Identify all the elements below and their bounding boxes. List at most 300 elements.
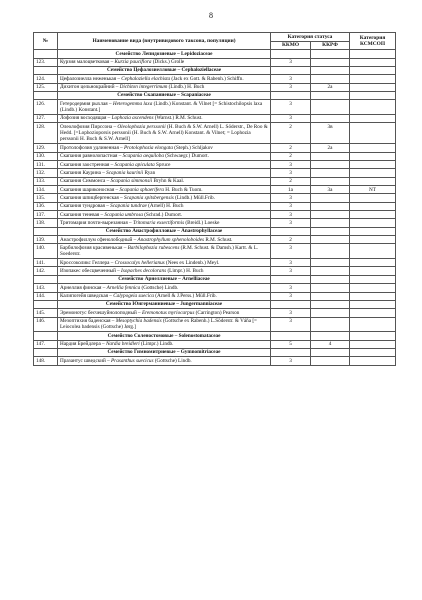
table-row	[34, 75, 396, 83]
kkmo-cell	[271, 300, 311, 308]
species-russian-name: Протолофозия удлиненная –	[60, 144, 125, 151]
species-russian-name: Олеолофозия Пирссона –	[60, 123, 118, 130]
species-name-cell	[58, 123, 271, 144]
kkmo-value: 2	[271, 152, 311, 160]
ksop-value	[350, 75, 396, 83]
species-russian-name: Скапания тундровая –	[60, 203, 111, 210]
row-number: 130.	[34, 152, 58, 160]
kkrf-cell	[311, 91, 350, 99]
species-author: (Lindb.) Müll.Frib.	[173, 194, 215, 201]
species-name-cell	[58, 267, 271, 275]
kkrf-value: 4	[311, 340, 350, 348]
kkmo-cell	[271, 91, 311, 99]
row-number: 143.	[34, 284, 58, 292]
row-number: 136.	[34, 202, 58, 210]
header-row	[34, 33, 396, 42]
species-russian-name: Скапания Каурина –	[60, 169, 107, 176]
kkmo-cell	[271, 275, 311, 283]
species-author: (Steph.) Schljakov	[172, 144, 213, 151]
species-russian-name: Скапания шариконосная –	[60, 186, 120, 193]
kkrf-value	[311, 267, 350, 275]
ksop-value	[350, 309, 396, 317]
species-russian-name: Лофозия восходящая –	[60, 115, 112, 122]
kkrf-cell	[311, 50, 350, 58]
table-row	[34, 309, 396, 317]
kkmo-value: 3	[271, 161, 311, 169]
species-latin-name: Scapania kaurinii	[106, 169, 144, 176]
species-latin-name: Scapania simmonsii	[110, 178, 153, 185]
species-russian-name: Курзия малоцветковая –	[60, 59, 115, 66]
species-name-cell	[58, 211, 271, 219]
family-row	[34, 50, 396, 58]
species-name-cell	[58, 292, 271, 300]
family-row	[34, 300, 396, 308]
row-num-cell	[34, 66, 58, 74]
ksop-value	[350, 340, 396, 348]
table-row	[34, 259, 396, 267]
species-name-cell	[58, 58, 271, 66]
ksop-value	[350, 219, 396, 227]
row-number: 139.	[34, 236, 58, 244]
ksop-value	[350, 100, 396, 115]
family-name: Семейство Соленостомовые –	[107, 332, 179, 339]
ksop-value	[350, 83, 396, 91]
kkmo-value: 3	[271, 75, 311, 83]
kkrf-value	[311, 58, 350, 66]
species-russian-name: Тритомария почти-вырезанная –	[60, 219, 133, 226]
row-number: 144.	[34, 292, 58, 300]
table-row	[34, 202, 396, 210]
species-latin-name: Barbilophozia rubescens	[127, 244, 180, 251]
species-latin-name: Nardia breidleri	[105, 341, 140, 348]
kkrf-value	[311, 75, 350, 83]
species-latin-name: Eremonotus myriocarpus	[141, 309, 195, 316]
species-russian-name: Нардия Брейдлера –	[60, 341, 106, 348]
row-number: 138.	[34, 219, 58, 227]
family-name-cell	[58, 227, 271, 235]
species-russian-name: Скапания Симмонса –	[60, 178, 111, 185]
species-latin-name: Kurzia pauciflora	[114, 59, 152, 66]
row-number: 146.	[34, 317, 58, 332]
species-name-cell	[58, 357, 271, 365]
row-num-cell	[34, 300, 58, 308]
species-latin-name: Isopaches decolorans	[121, 267, 167, 274]
table-row	[34, 340, 396, 348]
kkrf-cell	[311, 275, 350, 283]
ksop-cell	[350, 332, 396, 340]
species-name-cell	[58, 202, 271, 210]
header-kkrf: ККРФ	[311, 41, 350, 50]
species-name-cell	[58, 186, 271, 194]
kkmo-cell	[271, 332, 311, 340]
table-row	[34, 317, 396, 332]
row-number: 131.	[34, 161, 58, 169]
species-latin-name: Scapania sphaerifera	[119, 186, 164, 193]
species-russian-name: Празантус шведский –	[60, 357, 112, 364]
species-author: (Breidl.) Loeske	[184, 219, 220, 226]
row-number: 137.	[34, 211, 58, 219]
row-number: 140.	[34, 244, 58, 259]
family-name-cell	[58, 91, 271, 99]
row-num-cell	[34, 227, 58, 235]
kkmo-cell	[271, 348, 311, 356]
kkmo-cell	[271, 50, 311, 58]
table-row	[34, 236, 396, 244]
ksop-cell	[350, 91, 396, 99]
kkrf-value	[311, 169, 350, 177]
species-author: (Gottsche) Lindb.	[140, 284, 179, 291]
kkmo-value: 3	[271, 100, 311, 115]
row-number: 142.	[34, 267, 58, 275]
species-author: H. Buch & Tuom.	[163, 186, 203, 193]
species-author: (Arnell) H. Buch	[146, 203, 184, 210]
species-author: Spruce	[154, 161, 171, 168]
table-row	[34, 100, 396, 115]
table-row	[34, 194, 396, 202]
ksop-cell	[350, 66, 396, 74]
ksop-value	[350, 194, 396, 202]
species-author: (Schrad.) Dumort.	[142, 211, 183, 218]
ksop-value	[350, 292, 396, 300]
species-table	[33, 32, 396, 366]
kkrf-value	[311, 194, 350, 202]
family-latin: Jungermanniaceae	[180, 301, 223, 308]
ksop-cell	[350, 348, 396, 356]
family-latin: Anastrophyllaceae	[181, 228, 223, 235]
species-latin-name: Scapania umbrosa	[104, 211, 143, 218]
species-russian-name: Скапания равнолопастная –	[60, 153, 123, 160]
kkmo-value: 5	[271, 340, 311, 348]
table-row	[34, 161, 396, 169]
species-latin-name: Scapania spitsbergensis	[124, 194, 174, 201]
table-row	[34, 219, 396, 227]
table-row	[34, 169, 396, 177]
family-name-cell	[58, 348, 271, 356]
table-row	[34, 152, 396, 160]
ksop-value	[350, 161, 396, 169]
species-name-cell	[58, 114, 271, 122]
header-num: №	[34, 33, 58, 50]
ksop-value	[350, 357, 396, 365]
family-latin: Solenostomataceae	[178, 332, 221, 339]
kkrf-value: 3в	[311, 123, 350, 144]
species-russian-name: Эремонотус бесчешуйнолоподный –	[60, 309, 142, 316]
family-latin: Gymnomitriaceae	[180, 349, 221, 356]
species-author: (Lindb.) Konstant. & Vilnet [= Schistochilopsis laxa (Lindb.) Konstant.]	[60, 100, 263, 114]
kkmo-value: 3	[271, 284, 311, 292]
table-row	[34, 292, 396, 300]
kkmo-value: 1а	[271, 186, 311, 194]
species-russian-name: Кроссоколикс Геллера –	[60, 259, 115, 266]
species-name-cell	[58, 152, 271, 160]
species-latin-name: Mesoptychia badensis	[115, 318, 162, 325]
species-author: R.M. Schust.	[204, 236, 233, 243]
row-number: 148.	[34, 357, 58, 365]
species-latin-name: Tritomaria exsectiformis	[132, 219, 185, 226]
header-status-group: Категория статуса	[271, 33, 350, 42]
species-name-cell	[58, 161, 271, 169]
table-row	[34, 114, 396, 122]
table-row	[34, 123, 396, 144]
species-name-cell	[58, 177, 271, 185]
family-name: Семейство Арнеллиевые –	[118, 276, 183, 283]
row-num-cell	[34, 348, 58, 356]
family-name-cell	[58, 275, 271, 283]
species-name-cell	[58, 317, 271, 332]
species-latin-name: Dichiton integerrimum	[119, 84, 168, 91]
species-russian-name: Скапания теневая –	[60, 211, 105, 218]
kkrf-value	[311, 177, 350, 185]
row-number: 127.	[34, 114, 58, 122]
ksop-value: NT	[350, 186, 396, 194]
ksop-value	[350, 236, 396, 244]
family-name: Семейство Юнгерманниевые –	[105, 301, 181, 308]
species-latin-name: Lophozia ascendens	[111, 115, 154, 122]
species-russian-name: Арнеллия финская –	[60, 284, 107, 291]
species-name-cell	[58, 169, 271, 177]
kkmo-value: 3	[271, 58, 311, 66]
species-author: (R.M. Schust. & Damsh.) Kartt. & L. Soederstr.	[60, 244, 259, 258]
row-number: 123.	[34, 58, 58, 66]
species-name-cell	[58, 309, 271, 317]
ksop-value	[350, 244, 396, 259]
species-latin-name: Cephaloziella elachista	[121, 75, 171, 82]
kkrf-cell	[311, 66, 350, 74]
kkrf-value	[311, 114, 350, 122]
family-name: Семейство Анастрофилловые –	[105, 228, 182, 235]
family-latin: Lepidoziaceae	[181, 50, 213, 57]
kkrf-value	[311, 202, 350, 210]
row-number: 132.	[34, 169, 58, 177]
species-author: (H. Buch & S.W. Arnell) L. Söderstr., De Roo & Hedd. [=Lophozioporsis perssonii (H. Buch & S.W. Arnell) Konstant. & Vilnet; = Lophozia perssonii H. Buch & S.W. Arnell]	[60, 123, 268, 143]
species-russian-name: Изопакес обесцвеченный –	[60, 267, 122, 274]
species-author: (Arnell & J.Perss.) Müll.Frib.	[153, 293, 217, 299]
species-latin-name: Crossocalyx hellerianus	[114, 259, 165, 266]
table-row	[34, 58, 396, 66]
row-num-cell	[34, 50, 58, 58]
species-russian-name: Скапания шпицбергенская –	[60, 194, 124, 201]
row-number: 129.	[34, 144, 58, 152]
row-number: 124.	[34, 75, 58, 83]
row-number: 141.	[34, 259, 58, 267]
family-row	[34, 332, 396, 340]
species-author: (Gottsche) Lindb.	[153, 357, 192, 364]
ksop-value	[350, 152, 396, 160]
ksop-value	[350, 284, 396, 292]
table-row	[34, 144, 396, 152]
ksop-value	[350, 211, 396, 219]
row-number: 145.	[34, 309, 58, 317]
species-name-cell	[58, 259, 271, 267]
row-number: 125.	[34, 83, 58, 91]
species-latin-name: Oleolophozia perssonii	[117, 123, 166, 130]
kkmo-value: 2	[271, 144, 311, 152]
kkmo-value: 3	[271, 259, 311, 267]
species-name-cell	[58, 100, 271, 115]
species-author: (Carrington) Pearson	[194, 309, 240, 316]
kkmo-cell	[271, 66, 311, 74]
family-row	[34, 227, 396, 235]
species-author: (Dicks.) Grolle	[151, 59, 185, 66]
kkmo-value: 3	[271, 219, 311, 227]
row-number: 126.	[34, 100, 58, 115]
species-author: Ryan	[143, 169, 156, 176]
species-author: (Schwaegr.) Dumort.	[163, 153, 209, 160]
row-number: 147.	[34, 340, 58, 348]
species-author: (Lindb.) H. Buch	[167, 84, 205, 91]
family-row	[34, 91, 396, 99]
ksop-value	[350, 267, 396, 275]
species-russian-name: Анастрофиллум сфенолободный –	[60, 236, 138, 243]
species-latin-name: Calypogeia suecica	[113, 293, 154, 299]
species-name-cell	[58, 340, 271, 348]
species-russian-name: Цефалозиелла неженькая –	[60, 75, 122, 82]
ksop-cell	[350, 227, 396, 235]
species-russian-name: Гетеродермия рыхлая –	[60, 100, 113, 107]
header-kkmo: ККМО	[271, 41, 311, 50]
table-row	[34, 177, 396, 185]
species-author: (Limpr.) Lindb.	[139, 341, 174, 348]
kkrf-cell	[311, 348, 350, 356]
species-russian-name: Калипогейя шведская –	[60, 293, 114, 299]
kkmo-value: 3	[271, 244, 311, 259]
species-name-cell	[58, 75, 271, 83]
species-name-cell	[58, 236, 271, 244]
family-latin: Arnelliaceae	[182, 276, 210, 283]
family-name: Семейство Гимномитриевые –	[107, 349, 181, 356]
species-russian-name: Барбилофозия красивенькая –	[60, 244, 128, 251]
kkmo-cell	[271, 227, 311, 235]
species-latin-name: Scapania apiculata	[114, 161, 155, 168]
kkmo-value: 3	[271, 317, 311, 332]
species-name-cell	[58, 219, 271, 227]
kkrf-cell	[311, 227, 350, 235]
row-num-cell	[34, 275, 58, 283]
ksop-value	[350, 169, 396, 177]
species-author: (Warnst.) R.M. Schust.	[153, 115, 203, 122]
species-russian-name: Дихитон цельнокрайний –	[60, 84, 120, 91]
kkmo-value: 2	[271, 123, 311, 144]
kkrf-value	[311, 152, 350, 160]
ksop-value	[350, 58, 396, 66]
species-latin-name: Arnellia fennica	[106, 284, 141, 291]
kkmo-value: 2	[271, 236, 311, 244]
kkmo-value: 3	[271, 202, 311, 210]
row-number: 128.	[34, 123, 58, 144]
kkrf-value	[311, 292, 350, 300]
kkrf-value	[311, 309, 350, 317]
kkmo-value: 3	[271, 83, 311, 91]
kkrf-value: 2а	[311, 83, 350, 91]
kkrf-cell	[311, 332, 350, 340]
species-russian-name: Мезоптихия баденская –	[60, 318, 116, 325]
kkrf-value	[311, 259, 350, 267]
family-name-cell	[58, 50, 271, 58]
kkrf-value	[311, 100, 350, 115]
ksop-cell	[350, 300, 396, 308]
kkrf-value	[311, 236, 350, 244]
kkmo-value: 3	[271, 211, 311, 219]
table-row	[34, 244, 396, 259]
species-author: Bryhn & Kaal.	[152, 178, 185, 185]
ksop-cell	[350, 50, 396, 58]
ksop-cell	[350, 275, 396, 283]
species-latin-name: Anastrophyllum sphenoloboides	[137, 236, 205, 243]
ksop-value	[350, 177, 396, 185]
family-name-cell	[58, 332, 271, 340]
kkmo-value: 3	[271, 114, 311, 122]
kkrf-value	[311, 284, 350, 292]
ksop-value	[350, 317, 396, 332]
family-name: Семейство Лепидозиевые –	[115, 50, 182, 57]
kkrf-cell	[311, 300, 350, 308]
family-row	[34, 275, 396, 283]
species-author: (Nees ex Lindenb.) Meyl.	[164, 259, 220, 266]
kkrf-value	[311, 161, 350, 169]
row-num-cell	[34, 91, 58, 99]
row-number: 134.	[34, 186, 58, 194]
page-number: 8	[209, 11, 213, 20]
species-latin-name: Scapania tundrae	[110, 203, 147, 210]
kkmo-value: 3	[271, 309, 311, 317]
species-name-cell	[58, 284, 271, 292]
ksop-value	[350, 114, 396, 122]
header-name: Наименование вида (внутривидового таксона, популяции)	[58, 33, 271, 50]
ksop-value	[350, 259, 396, 267]
family-row	[34, 348, 396, 356]
kkmo-value: 2	[271, 177, 311, 185]
row-num-cell	[34, 332, 58, 340]
species-latin-name: Prasanthus suecicus	[111, 357, 154, 364]
kkrf-value	[311, 211, 350, 219]
kkrf-value: 3а	[311, 186, 350, 194]
family-latin: Cephaloziellaceae	[181, 67, 222, 74]
kkmo-value: 3	[271, 292, 311, 300]
family-name: Семейство Скапаниевые –	[117, 92, 182, 99]
table-row	[34, 83, 396, 91]
species-name-cell	[58, 83, 271, 91]
family-name-cell	[58, 300, 271, 308]
species-author: (Jack ex Gott. & Rabenh.) Schiffn.	[170, 75, 244, 82]
table-row	[34, 267, 396, 275]
table-row	[34, 211, 396, 219]
table-row	[34, 284, 396, 292]
family-name: Семейство Цефалозиелловые –	[106, 67, 182, 74]
table-row	[34, 186, 396, 194]
table-body	[34, 50, 396, 365]
species-author: (Gottsche ex Rabenh.) L.Söderstr. & Váňa [= Leiocolea badensis (Gottsche) Jørg.]	[60, 318, 257, 331]
species-name-cell	[58, 144, 271, 152]
header-ksop: Категория КСМСОП	[350, 33, 396, 50]
species-name-cell	[58, 194, 271, 202]
species-russian-name: Скапания заостренная –	[60, 161, 115, 168]
species-author: (Limpr.) H. Buch	[166, 267, 204, 274]
family-latin: Scapaniaceae	[181, 92, 211, 99]
kkmo-value: 3	[271, 357, 311, 365]
species-name-cell	[58, 244, 271, 259]
kkmo-value: 3	[271, 169, 311, 177]
kkrf-value	[311, 357, 350, 365]
species-latin-name: Protolophozia elongata	[124, 144, 173, 151]
kkrf-value	[311, 219, 350, 227]
ksop-value	[350, 202, 396, 210]
species-latin-name: Heterogemma laxa	[112, 100, 153, 107]
species-latin-name: Scapania aequiloba	[122, 153, 164, 160]
kkrf-value	[311, 317, 350, 332]
kkmo-value: 3	[271, 194, 311, 202]
family-name-cell	[58, 66, 271, 74]
family-row	[34, 66, 396, 74]
